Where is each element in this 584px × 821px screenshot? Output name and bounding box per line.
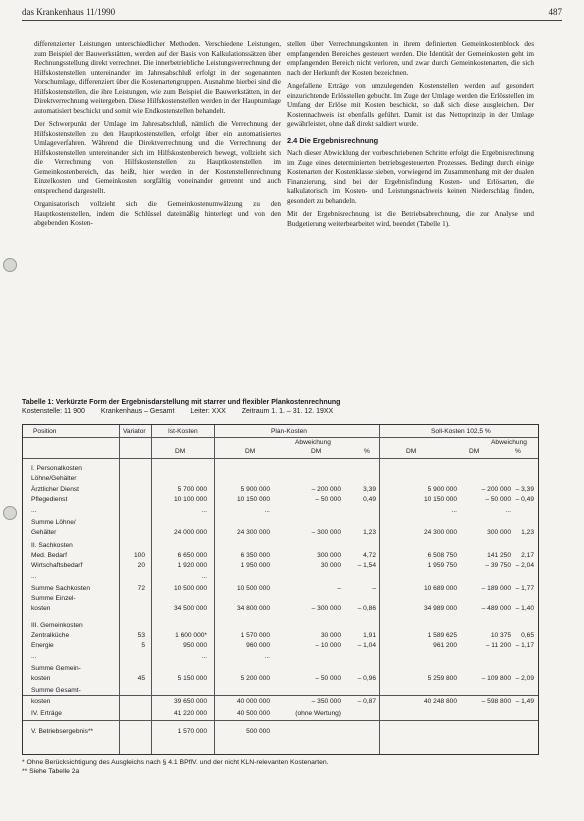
table-cell: – 200 000 [311, 486, 341, 493]
table-cell: 961 200 [433, 642, 457, 649]
right-column [287, 40, 534, 365]
table-cell: 0,65 [521, 632, 534, 639]
table-cell: 34 989 000 [423, 605, 457, 612]
table-cell: – 300 000 [311, 605, 341, 612]
table-cell: 1,91 [363, 632, 376, 639]
table-cell: 30 000 [320, 562, 341, 569]
table-cell: 40 000 000 [236, 698, 270, 705]
table-cell: 960 000 [246, 642, 270, 649]
table-cell: 5 900 000 [240, 486, 270, 493]
row-label: kosten [31, 605, 51, 612]
table-cell: 45 [137, 675, 145, 682]
table-cell: – 300 000 [311, 529, 341, 536]
section-heading: 2.4 Die Ergebnisrechnung [287, 135, 379, 145]
table-cell: 141 250 [487, 552, 511, 559]
page-number: 487 [548, 7, 562, 17]
unit-dm: DM [175, 448, 186, 455]
table-cell: – 1,40 [515, 605, 534, 612]
row-label: Gehälter [31, 529, 57, 536]
table-cell: 1 950 000 [240, 562, 270, 569]
table-cell: 24 300 000 [423, 529, 457, 536]
page-header [22, 6, 562, 21]
table-cell: 6 650 000 [177, 552, 207, 559]
col-plan-abw: Abweichung [295, 439, 331, 446]
row-label: Med. Bedarf [31, 552, 67, 559]
table-cell: – 200 000 [481, 486, 511, 493]
col-soll: Soll-Kosten 102,5 % [431, 428, 491, 435]
punch-hole [3, 258, 17, 272]
table-cell: 5 700 000 [177, 486, 207, 493]
table-cell: – 0,86 [357, 605, 376, 612]
table-subtitle [22, 407, 347, 416]
col-ist: Ist-Kosten [168, 428, 198, 435]
table-cell: 950 000 [183, 642, 207, 649]
table-cell: – 0,87 [357, 698, 376, 705]
unit-pct: % [515, 448, 521, 455]
table-cell: 5 200 000 [240, 675, 270, 682]
row-label: Ärztlicher Dienst [31, 486, 80, 493]
row-label: Summe Gemein- [31, 665, 81, 672]
row-label: Summe Löhne/ [31, 519, 76, 526]
table-cell: ... [451, 507, 457, 514]
row-label: ... [31, 653, 37, 660]
table-cell: 5 150 000 [177, 675, 207, 682]
table-cell: 39 650 000 [173, 698, 207, 705]
table-cell: 20 [137, 562, 145, 569]
table-cell: – 1,77 [515, 585, 534, 592]
unit-dm: DM [245, 448, 256, 455]
row-label: kosten [31, 698, 51, 705]
left-column [34, 40, 281, 365]
table-cell: 300 000 [317, 552, 341, 559]
table-cell: 5 [141, 642, 145, 649]
table-cell: 1 600 000* [175, 632, 207, 639]
table-cell: ... [201, 507, 207, 514]
table-cell: 40 500 000 [236, 710, 270, 717]
table-cell: 1 959 750 [427, 562, 457, 569]
table-cell: – 489 000 [481, 605, 511, 612]
table-cell: 40 248 800 [423, 698, 457, 705]
table-cell: 72 [137, 585, 145, 592]
table-cell: 10 150 000 [423, 496, 457, 503]
table-cell: – 0,96 [357, 675, 376, 682]
table-cell: – 1,54 [357, 562, 376, 569]
table-cell: 41 220 000 [173, 710, 207, 717]
paragraph: Organisatorisch vollzieht sich die Gemeinkostenumwälzung zu den Hauptkostenstellen, indem die Schlüssel dateimäßig hinterlegt und von den abgebenden Kosten- [34, 200, 281, 227]
table-cell: 1 589 625 [427, 632, 457, 639]
table-cell: – 1,49 [515, 698, 534, 705]
table-cell: 100 [133, 552, 145, 559]
table-cell: 3,39 [363, 486, 376, 493]
table-cell: 30 000 [320, 632, 341, 639]
zeitraum: Zeitraum 1. 1. – 31. 12. 19XX [241, 408, 334, 415]
table-cell: – 1,04 [357, 642, 376, 649]
table-cell: – 189 000 [481, 585, 511, 592]
table-cell: 300 000 [487, 529, 511, 536]
paragraph: differenzierter Leistungen unterschiedlicher Methoden. Verschiedene Leistungen, zum Beispiel der Bauwerkstätten, werden auf der Basis von Kalkulationssätzen über Rechnungsstellung direkt verrechnet. Die innerbetriebliche Leistungsverrechnung der Hilfskostenstellen untereinander im Jahresabschluß erfolgt in der sogenannten Vorschumlage, differenziert über die Kostenartengruppen. Ausnahme hierbei sind die Hilfskostenstellen, die ihre Leistungen, wie zum Beispiel die Bauwerkstätten, in der Direktverrechnung weitergeben. Diese Hilfskostenstellen werden in der Hauptumlage automatisiert beschickt und somit wie Endkostenstellen behandelt. [34, 40, 281, 115]
kostenstelle: Kostenstelle: 11 900 [22, 408, 85, 415]
table-cell: 6 508 750 [427, 552, 457, 559]
table-cell: 1 570 000 [177, 728, 207, 735]
table-cell: – 598 800 [481, 698, 511, 705]
table-cell: 24 000 000 [173, 529, 207, 536]
row-label: Summe Sachkosten [31, 585, 91, 592]
footnote: * Ohne Berücksichtigung des Ausgleichs nach § 4.1 BPflV. und der nicht KLN-relevanten Kostenarten. [22, 759, 329, 766]
table-cell: 34 800 000 [236, 605, 270, 612]
row-label: I. Personalkosten [31, 465, 82, 472]
table-cell: – 39 750 [485, 562, 511, 569]
table-cell: ... [264, 653, 270, 660]
footnote: ** Siehe Tabelle 2a [22, 768, 80, 775]
table-cell: ... [505, 507, 511, 514]
leiter: Leiter: XXX [190, 408, 226, 415]
table-title: Tabelle 1: Verkürzte Form der Ergebnisdarstellung mit starrer und flexibler Plankostenrechnung [22, 399, 341, 406]
haus: Krankenhaus – Gesamt [100, 408, 175, 415]
row-label: Zentralküche [31, 632, 70, 639]
row-label: IV. Erträge [31, 710, 62, 717]
unit-dm: DM [311, 448, 322, 455]
table-cell: 24 300 000 [236, 529, 270, 536]
table-cell: – 50 000 [315, 675, 341, 682]
unit-dm: DM [406, 448, 417, 455]
unit-dm: DM [469, 448, 480, 455]
results-table [22, 424, 539, 755]
col-soll-abw: Abweichung [491, 439, 527, 446]
punch-hole [3, 506, 17, 520]
row-label: V. Betriebsergebnis** [31, 728, 94, 735]
table-cell: – 50 000 [485, 496, 511, 503]
table-cell: – 0,49 [515, 496, 534, 503]
col-position: Position [33, 428, 57, 435]
table-cell: – 50 000 [315, 496, 341, 503]
col-variator: Variator [123, 428, 146, 435]
footnotes [22, 758, 329, 776]
table-cell: 10 500 000 [173, 585, 207, 592]
table-cell: 10 375 [490, 632, 511, 639]
table-cell: 6 350 000 [240, 552, 270, 559]
table-cell: 2,17 [521, 552, 534, 559]
table-cell: 5 259 800 [427, 675, 457, 682]
table-cell: ... [201, 653, 207, 660]
table-cell: 1 920 000 [177, 562, 207, 569]
table-cell: – 1,17 [515, 642, 534, 649]
paragraph: Nach dieser Abwicklung der vorbeschriebenen Schritte erfolgt die Ergebnisrechnung im Zuge eines determinierten betriebsgesteuerten Prozesses. Bedingt durch einige Kostenarten der Kostenklasse sieben, vorwiegend im Zusammenhang mit der dualen Finanzierung, sind bei der Ergebnisfindung Kosten- und Erlösarten, die kalkulatorisch im Kosten- und Leistungsnachweis keinen Niederschlag finden, gesondert zu behandeln. [287, 149, 534, 205]
table-cell: – 2,04 [515, 562, 534, 569]
table-cell: 10 500 000 [236, 585, 270, 592]
row-label: III. Gemeinkosten [31, 622, 83, 629]
table-cell: 4,72 [363, 552, 376, 559]
table-cell: – 109 800 [481, 675, 511, 682]
row-label: ... [31, 507, 37, 514]
table-caption [22, 398, 347, 416]
col-plan: Plan-Kosten [271, 428, 307, 435]
row-label: Pflegedienst [31, 496, 68, 503]
table-cell: ... [201, 573, 207, 580]
unit-pct: % [364, 448, 370, 455]
table-cell: – [337, 585, 341, 592]
row-label: Summe Gesamt- [31, 687, 81, 694]
row-label: Energie [31, 642, 54, 649]
table-cell: 1,23 [521, 529, 534, 536]
table-cell: 1,23 [363, 529, 376, 536]
table-cell: – 11 200 [485, 642, 511, 649]
paragraph: stellen über Verrechnungskonten in ihrem definierten Gemeinkostenblock des empfangenden Bereiches gesteuert werden. Die Identität der Gemeinkosten geht im empfangenden Bereich nicht verloren, und zwar durch Gemeinkostenarten, die sich nach der Herkunft der Kosten bezeichnen. [287, 40, 534, 77]
row-label: II. Sachkosten [31, 542, 73, 549]
table-cell: – [372, 585, 376, 592]
table-cell: 10 100 000 [173, 496, 207, 503]
table-cell: 1 570 000 [240, 632, 270, 639]
table-cell: (ohne Wertung) [295, 710, 341, 717]
table-cell: 10 689 000 [423, 585, 457, 592]
paragraph: Angefallene Erträge von umzulegenden Kostenstellen werden auf gesondert einzurichtende Erlösstellen gebucht. Im Zuge der Umlage werden die Erlösstellen im Umfang der Erlöse mit Kosten beschickt, so daß sich diese ausgleichen. Der Kostennachweis ist ebenfalls geführt. Damit ist das Nettoprinzip in der Umlage gewährleistet, ohne daß direkt saldiert wurde. [287, 82, 534, 128]
table-cell: – 3,39 [515, 486, 534, 493]
table-cell: 500 000 [246, 728, 270, 735]
paragraph: Mit der Ergebnisrechnung ist die Betriebsabrechnung, die zur Analyse und Budgetierung weiterbearbeitet wird, beendet (Tabelle 1). [287, 210, 534, 228]
table-cell: 5 900 000 [427, 486, 457, 493]
table-cell: 53 [137, 632, 145, 639]
row-label: ... [31, 573, 37, 580]
table-cell: – 2,09 [515, 675, 534, 682]
table-cell: 10 150 000 [236, 496, 270, 503]
table-cell: – 10 000 [315, 642, 341, 649]
row-label: kosten [31, 675, 51, 682]
table-cell: 34 500 000 [173, 605, 207, 612]
table-cell: ... [264, 507, 270, 514]
table-cell: 0,49 [363, 496, 376, 503]
table-cell: – 350 000 [311, 698, 341, 705]
journal-title: das Krankenhaus 11/1990 [22, 7, 116, 17]
row-label: Wirtschaftsbedarf [31, 562, 83, 569]
paragraph: Der Schwerpunkt der Umlage im Jahresabschluß, nämlich die Verrechnung der Hilfskostenstellen zu den Hauptkostenstellen, erfolgt über ein automatisiertes Umlageverfahren. Während die Direktverrechnung und die Verrechnung der Hilfskostenstellen untereinander sich im Hilfskostenbereich bewegt, vollzieht sich die Verrechnung von Hilfskostenstellen zu Hauptkostenstellen im Gemeinkostenbereich, das heißt, hier werden in der Kostenstellenrechnung Einzelkosten und Gemeinkosten sorgfältig voneinander getrennt und auch entsprechend dargestellt. [34, 120, 281, 195]
row-label: Summe Einzel- [31, 595, 76, 602]
row-label: Löhne/Gehälter [31, 475, 77, 482]
